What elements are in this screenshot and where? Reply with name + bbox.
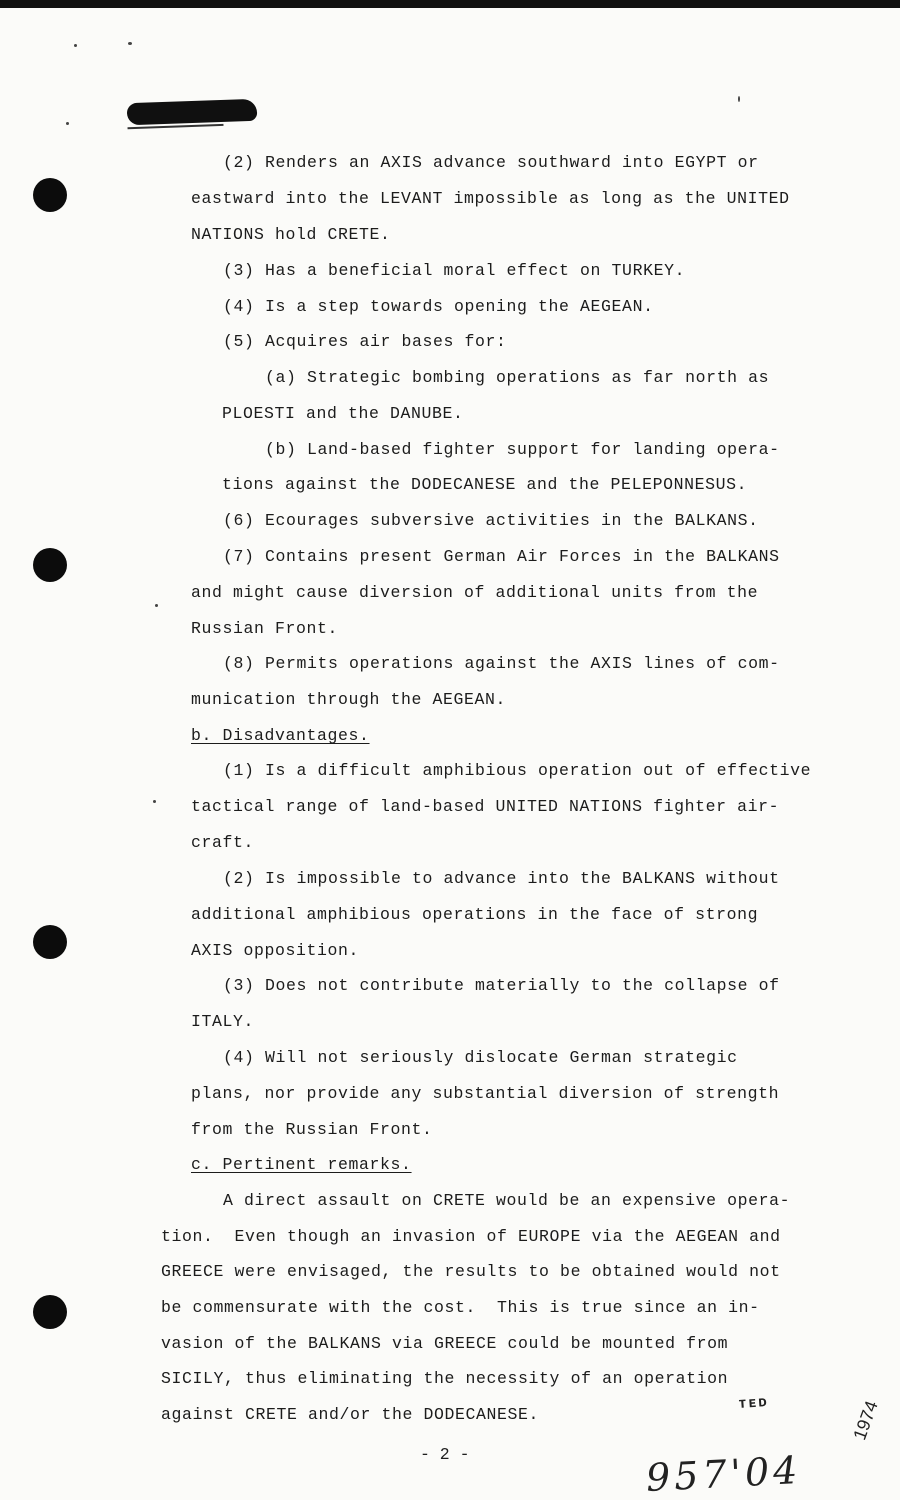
text-line: tion. Even though an invasion of EUROPE via the AEGEAN and: [161, 1227, 781, 1246]
punch-hole: [33, 548, 67, 582]
text-line: NATIONS hold CRETE.: [191, 225, 391, 244]
text-line: and might cause diversion of additional units from the: [191, 583, 759, 602]
text-line: (3) Has a beneficial moral effect on TURKEY.: [223, 261, 686, 280]
text-line: plans, nor provide any substantial diversion of strength: [191, 1084, 780, 1103]
text-line: (4) Is a step towards opening the AEGEAN.: [223, 297, 654, 316]
scan-speck: [128, 42, 132, 45]
declassification-stamp-text: ᴛᴇᴅ: [737, 1393, 769, 1414]
text-line: munication through the AEGEAN.: [191, 690, 507, 709]
text-line: (4) Will not seriously dislocate German strategic: [223, 1048, 738, 1067]
handwritten-file-number: 957'04: [644, 1447, 803, 1500]
text-line: additional amphibious operations in the face of strong: [191, 905, 759, 924]
scan-speck: [153, 800, 156, 803]
scan-speck: [738, 96, 740, 102]
text-line: AXIS opposition.: [191, 941, 360, 960]
text-line: (2) Renders an AXIS advance southward into EGYPT or: [223, 153, 759, 172]
text-line: PLOESTI and the DANUBE.: [222, 404, 464, 423]
text-line: (2) Is impossible to advance into the BALKANS without: [223, 869, 780, 888]
text-line: eastward into the LEVANT impossible as long as the UNITED: [191, 189, 790, 208]
page-number: - 2 -: [420, 1445, 470, 1464]
text-line: from the Russian Front.: [191, 1120, 433, 1139]
punch-hole: [33, 1295, 67, 1329]
text-line: GREECE were envisaged, the results to be obtained would not: [161, 1262, 781, 1281]
text-line: tactical range of land-based UNITED NATIONS fighter air-: [191, 797, 780, 816]
scan-speck: [155, 604, 158, 607]
punch-hole: [33, 925, 67, 959]
text-line: vasion of the BALKANS via GREECE could be mounted from: [161, 1334, 729, 1353]
text-line: tions against the DODECANESE and the PELEPONNESUS.: [222, 475, 748, 494]
text-line: (1) Is a difficult amphibious operation out of effective: [223, 761, 812, 780]
text-line: SICILY, thus eliminating the necessity of an operation: [161, 1369, 729, 1388]
text-line: be commensurate with the cost. This is true since an in-: [161, 1298, 760, 1317]
redacted-classification-marking: [127, 99, 258, 126]
section-heading-disadvantages: b. Disadvantages.: [191, 726, 370, 745]
text-line: ITALY.: [191, 1012, 255, 1031]
scan-top-edge: [0, 0, 900, 8]
text-line: craft.: [191, 833, 255, 852]
declassification-stamp-year: 1974: [849, 1398, 882, 1443]
scan-speck: [74, 44, 77, 47]
text-line: (8) Permits operations against the AXIS lines of com-: [223, 654, 780, 673]
text-line: (7) Contains present German Air Forces in the BALKANS: [223, 547, 780, 566]
text-line: (5) Acquires air bases for:: [223, 332, 507, 351]
text-line: (a) Strategic bombing operations as far north as: [265, 368, 770, 387]
text-line: (b) Land-based fighter support for landing opera-: [265, 440, 780, 459]
punch-hole: [33, 178, 67, 212]
text-line: against CRETE and/or the DODECANESE.: [161, 1405, 540, 1424]
text-line: (3) Does not contribute materially to the collapse of: [223, 976, 780, 995]
text-line: Russian Front.: [191, 619, 339, 638]
text-line: A direct assault on CRETE would be an expensive opera-: [223, 1191, 791, 1210]
text-line: (6) Ecourages subversive activities in the BALKANS.: [223, 511, 759, 530]
section-heading-pertinent-remarks: c. Pertinent remarks.: [191, 1155, 412, 1174]
scan-speck: [66, 122, 69, 125]
